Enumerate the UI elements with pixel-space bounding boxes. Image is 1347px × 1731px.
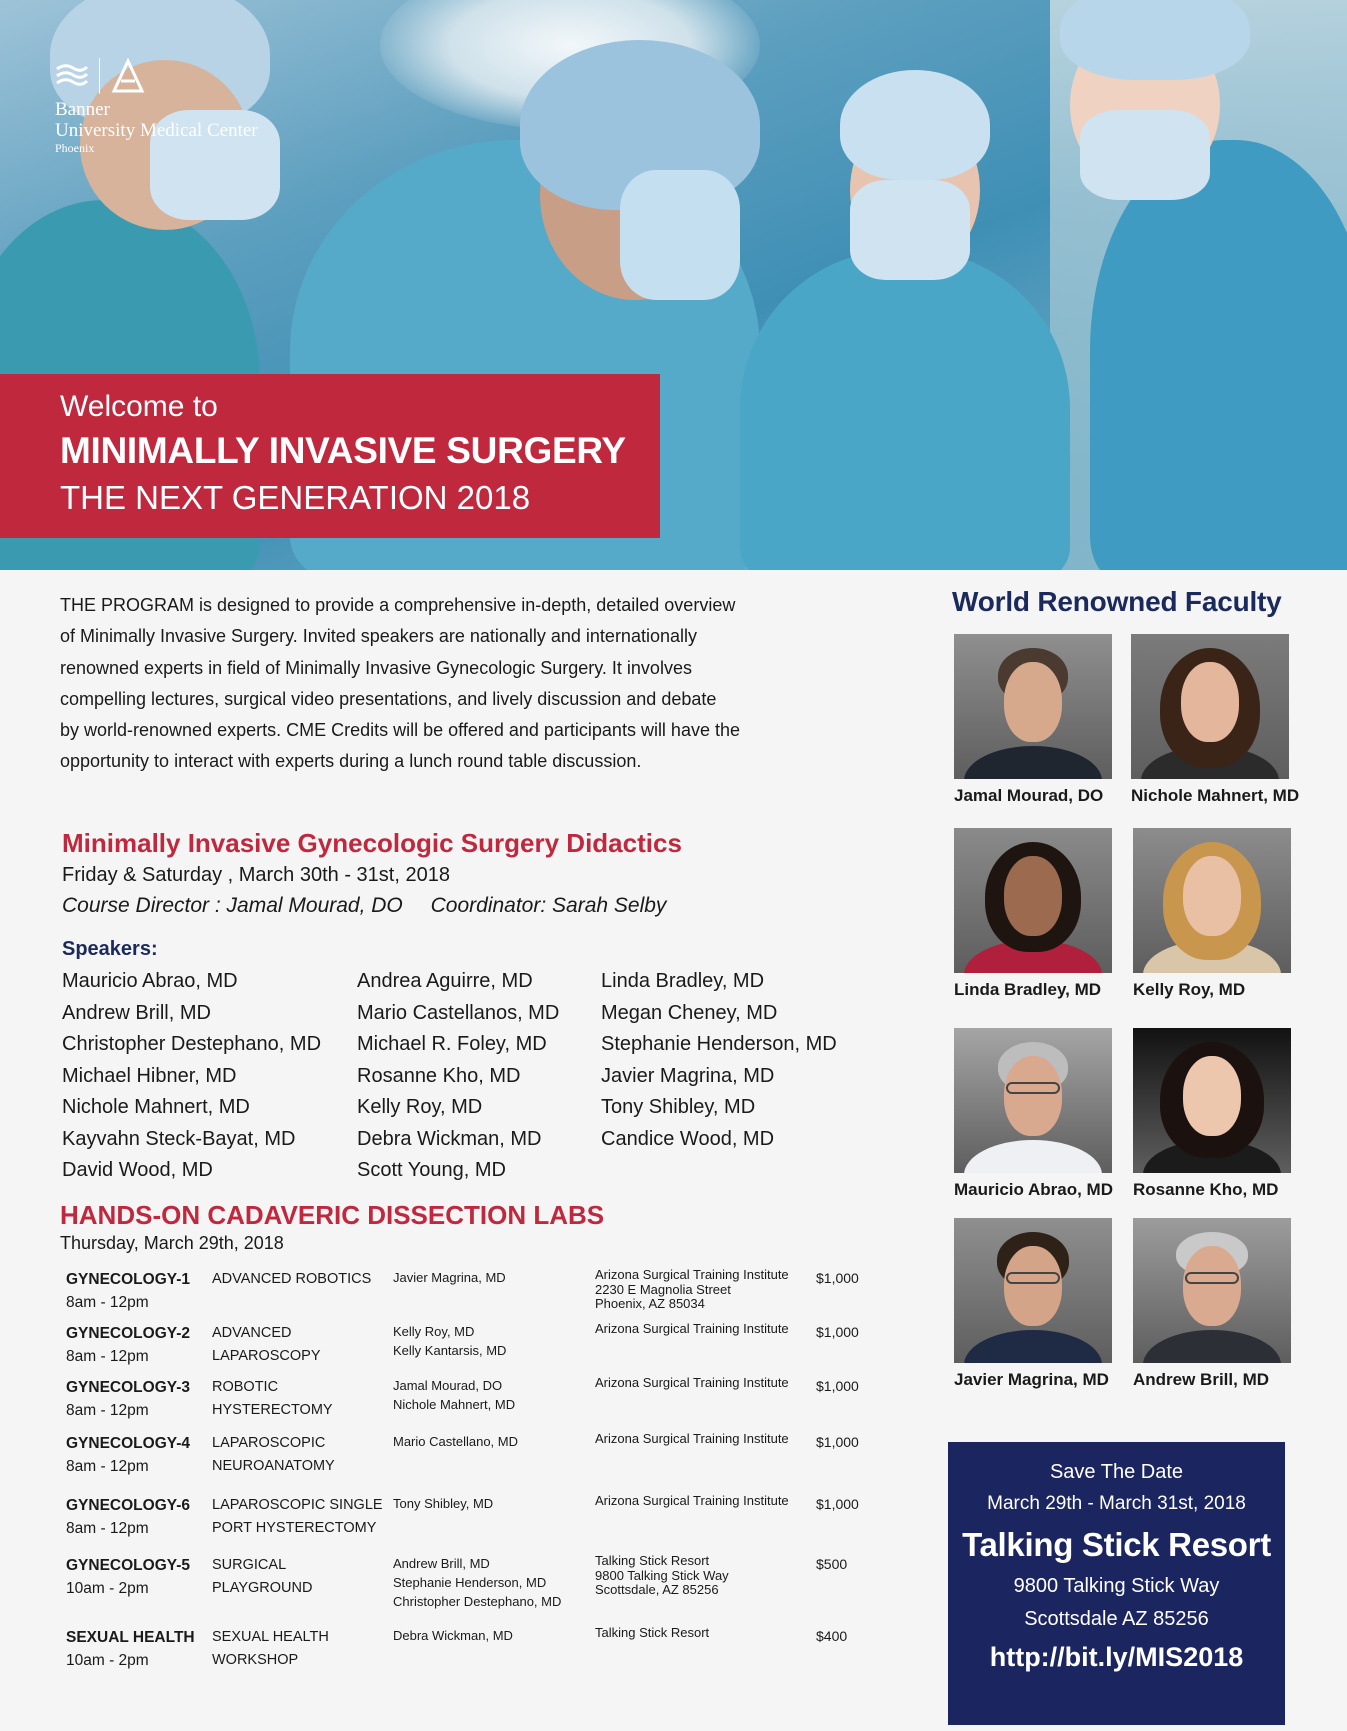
faculty-name: Mauricio Abrao, MD: [954, 1180, 1113, 1199]
lab-time: 8am - 12pm: [66, 1520, 149, 1537]
faculty-card: [1133, 1028, 1313, 1201]
course-director: Course Director : Jamal Mourad, DO: [62, 894, 403, 917]
faculty-name: Jamal Mourad, DO: [954, 786, 1104, 805]
welcome-banner: [0, 374, 660, 538]
lab-price: $400: [816, 1628, 848, 1644]
welcome-line-1: Welcome to: [60, 390, 218, 423]
logo-line-2: University Medical Center: [55, 120, 258, 141]
faculty-card: [954, 1028, 1134, 1201]
faculty-card: [954, 828, 1134, 1001]
banner-logo: [55, 58, 258, 155]
hero-nurse-right: [740, 40, 1070, 570]
lab-location: Arizona Surgical Training Institute: [595, 1321, 789, 1336]
speakers-heading: Speakers:: [62, 938, 158, 960]
lab-topic: ROBOTIC HYSTERECTOMY: [212, 1379, 333, 1418]
lab-location: Arizona Surgical Training Institute: [595, 1493, 789, 1508]
lab-code: GYNECOLOGY-5: [66, 1557, 191, 1574]
lab-code: GYNECOLOGY-3: [66, 1379, 191, 1396]
faculty-photo: [954, 1218, 1112, 1363]
logo-line-1: Banner: [55, 99, 110, 120]
faculty-name: Rosanne Kho, MD: [1133, 1180, 1279, 1199]
labs-heading: HANDS-ON CADAVERIC DISSECTION LABS: [60, 1200, 605, 1230]
lab-price: $1,000: [816, 1324, 859, 1340]
lab-topic: SEXUAL HEALTH WORKSHOP: [212, 1629, 329, 1668]
speaker-name: Mauricio Abrao, MD: [62, 970, 238, 992]
university-a-icon: [110, 58, 146, 94]
speakers-column-3: [601, 966, 837, 1155]
venue-city: Scottsdale AZ 85256: [1024, 1608, 1209, 1630]
lab-topic: ADVANCED LAPAROSCOPY: [212, 1325, 321, 1364]
save-the-date-box: [948, 1442, 1285, 1725]
lab-topic: LAPAROSCOPIC NEUROANATOMY: [212, 1435, 335, 1474]
lab-instructors: Debra Wickman, MD: [393, 1628, 513, 1643]
faculty-photo: [1131, 634, 1289, 779]
hero-banner: [0, 0, 1347, 570]
faculty-card: [1133, 1218, 1313, 1391]
labs-date: Thursday, March 29th, 2018: [60, 1233, 284, 1253]
speaker-name: Debra Wickman, MD: [357, 1127, 542, 1150]
faculty-photo: [1133, 1028, 1291, 1173]
speaker-name: Kayvahn Steck-Bayat, MD: [62, 1127, 296, 1150]
welcome-title: MINIMALLY INVASIVE SURGERY: [60, 430, 626, 471]
lab-time: 8am - 12pm: [66, 1294, 149, 1311]
speaker-name: Mario Castellanos, MD: [357, 1001, 560, 1024]
faculty-name: Nichole Mahnert, MD: [1131, 786, 1300, 805]
logo-divider: [99, 58, 100, 94]
faculty-name: Linda Bradley, MD: [954, 980, 1102, 999]
faculty-photo: [1133, 828, 1291, 973]
speaker-name: David Wood, MD: [62, 1159, 213, 1181]
lab-time: 8am - 12pm: [66, 1402, 149, 1419]
didactics-staff: [62, 890, 822, 922]
coordinator: Coordinator: Sarah Selby: [430, 894, 667, 917]
venue-name: Talking Stick Resort: [962, 1526, 1271, 1563]
speaker-name: Michael R. Foley, MD: [357, 1033, 547, 1055]
speaker-name: Stephanie Henderson, MD: [601, 1033, 837, 1055]
lab-time: 8am - 12pm: [66, 1348, 149, 1365]
lab-code: GYNECOLOGY-6: [66, 1497, 191, 1514]
speaker-name: Michael Hibner, MD: [62, 1064, 237, 1087]
speakers-column-1: [62, 966, 321, 1187]
lab-time: 10am - 2pm: [66, 1652, 149, 1669]
faculty-name: Andrew Brill, MD: [1133, 1370, 1270, 1389]
lab-location: Arizona Surgical Training Institute 2230 E Magnolia Street Phoenix, AZ 85034: [595, 1267, 789, 1311]
speaker-name: Nichole Mahnert, MD: [62, 1096, 250, 1118]
program-description: THE PROGRAM is designed to provide a comprehensive in-depth, detailed overview of Minimally Invasive Surgery. Invited speakers are nationally and internationally renowned experts in field of Minimally Invasive Gynecologic Surgery. It involves compelling lectures, surgical video presentations, and lively discussion and debate by world-renowned experts. CME Credits will be offered and participants will have the opportunity to interact with experts during a lunch round table discussion.: [60, 595, 740, 772]
lab-code: SEXUAL HEALTH: [66, 1629, 195, 1646]
lab-topic: SURGICAL PLAYGROUND: [212, 1557, 313, 1596]
lab-instructors: Kelly Roy, MD Kelly Kantarsis, MD: [393, 1324, 507, 1358]
lab-price: $1,000: [816, 1496, 859, 1512]
speaker-name: Megan Cheney, MD: [601, 1001, 778, 1024]
banner-wave-icon: [55, 59, 89, 93]
faculty-name: Kelly Roy, MD: [1133, 980, 1246, 999]
lab-time: 8am - 12pm: [66, 1458, 149, 1475]
lab-instructors: Andrew Brill, MD Stephanie Henderson, MD Christopher Destephano, MD: [393, 1556, 562, 1609]
speaker-name: Tony Shibley, MD: [601, 1096, 756, 1118]
lab-location: Talking Stick Resort: [595, 1625, 710, 1640]
lab-instructors: Tony Shibley, MD: [393, 1496, 494, 1511]
speaker-name: Andrew Brill, MD: [62, 1001, 211, 1024]
faculty-photo: [954, 1028, 1112, 1173]
faculty-card: [954, 634, 1134, 807]
speaker-name: Andrea Aguirre, MD: [357, 970, 533, 992]
faculty-card: [1131, 634, 1311, 807]
welcome-subtitle: THE NEXT GENERATION 2018: [60, 479, 531, 516]
registration-link[interactable]: http://bit.ly/MIS2018: [989, 1642, 1244, 1672]
logo-line-3: Phoenix: [55, 141, 95, 155]
faculty-photo: [954, 828, 1112, 973]
hero-nurse-far-right: [1050, 0, 1347, 570]
speaker-name: Candice Wood, MD: [601, 1127, 775, 1150]
faculty-card: [1133, 828, 1313, 1001]
venue-street: 9800 Talking Stick Way: [1013, 1575, 1220, 1597]
lab-instructors: Mario Castellano, MD: [393, 1434, 518, 1449]
didactics-dates: Friday & Saturday , March 30th - 31st, 2018: [62, 864, 450, 886]
lab-location: Arizona Surgical Training Institute: [595, 1431, 789, 1446]
lab-instructors: Javier Magrina, MD: [393, 1270, 506, 1285]
lab-price: $1,000: [816, 1378, 859, 1394]
didactics-section: [62, 826, 822, 922]
lab-code: GYNECOLOGY-1: [66, 1271, 191, 1288]
save-the-date-dates: March 29th - March 31st, 2018: [987, 1493, 1246, 1514]
speakers-column-2: [357, 966, 559, 1187]
lab-time: 10am - 2pm: [66, 1580, 149, 1597]
lab-topic: ADVANCED ROBOTICS: [212, 1271, 372, 1287]
lab-price: $500: [816, 1556, 848, 1572]
lab-code: GYNECOLOGY-4: [66, 1435, 191, 1452]
save-the-date-label: Save The Date: [1049, 1461, 1184, 1483]
speaker-name: Christopher Destephano, MD: [62, 1033, 322, 1055]
lab-location: Arizona Surgical Training Institute: [595, 1375, 789, 1390]
lab-code: GYNECOLOGY-2: [66, 1325, 191, 1342]
speaker-name: Rosanne Kho, MD: [357, 1064, 521, 1087]
speaker-name: Scott Young, MD: [357, 1159, 506, 1181]
speaker-name: Linda Bradley, MD: [601, 970, 765, 992]
faculty-photo: [1133, 1218, 1291, 1363]
faculty-heading: World Renowned Faculty: [952, 586, 1282, 617]
faculty-photo: [954, 634, 1112, 779]
didactics-title: Minimally Invasive Gynecologic Surgery Didactics: [62, 828, 682, 858]
lab-location: Talking Stick Resort 9800 Talking Stick Way Scottsdale, AZ 85256: [595, 1553, 729, 1597]
speaker-name: Kelly Roy, MD: [357, 1096, 483, 1118]
lab-price: $1,000: [816, 1270, 859, 1286]
lab-topic: LAPAROSCOPIC SINGLE PORT HYSTERECTOMY: [212, 1497, 383, 1536]
faculty-name: Javier Magrina, MD: [954, 1370, 1109, 1389]
lab-instructors: Jamal Mourad, DO Nichole Mahnert, MD: [393, 1378, 516, 1412]
faculty-card: [954, 1218, 1134, 1391]
lab-price: $1,000: [816, 1434, 859, 1450]
speaker-name: Javier Magrina, MD: [601, 1064, 775, 1087]
